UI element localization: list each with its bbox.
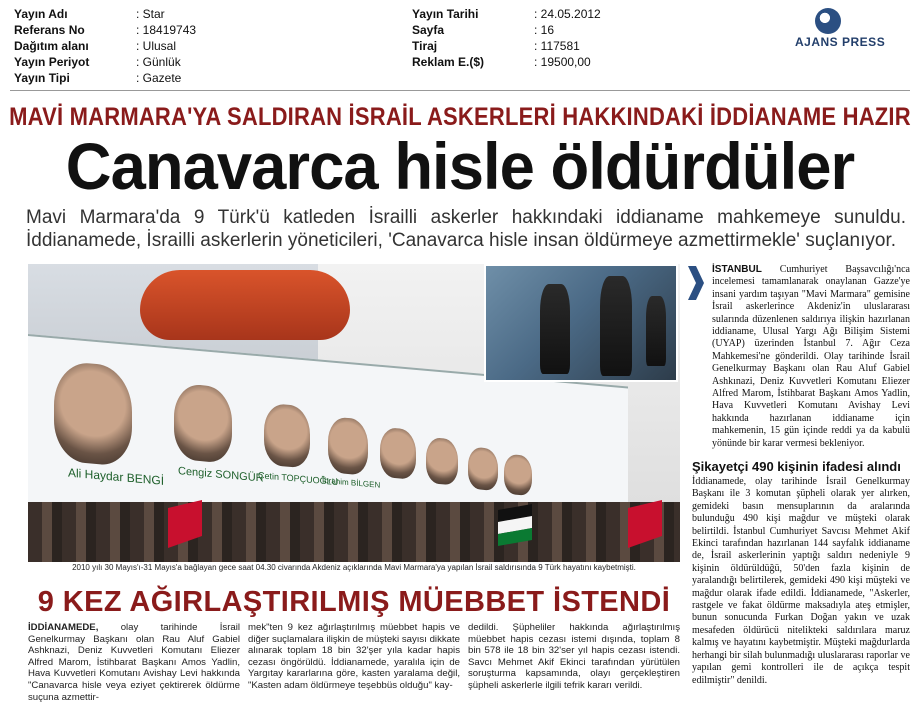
meta-row	[412, 6, 652, 22]
right-column-body-2: İddianamede, olay tarihinde İsrail Genelkurmay Başkanı ile 3 komutan şüpheli olarak yer alırken, gemideki basın mensuplarının da aralarında bulunduğu 490 kişi mağdur ve müşteki olarak belirtildi. İstanbul Cumhuriyet Savcısı Mehmet Akif Ekinci tarafından hazırlanan 144 sayfalık iddianame de, İsrail askerlerinin yaptığı saldırı nedeniyle 9 kişinin öldürüldüğü, 50'den fazla kişinin de yaralandığı belirtilerek, gemideki 490 kişi müşteki ve mağdur olarak ifade edildi. İddianamede, "Askerler, rastgele ve fakat öldürme maksadıyla ateş etmişler, bunun sonucunda Furkan Doğan yakın ve uzak mesafeden öldürücü nitelikteki saldırılara maruz kalmış ve hayatını kaybetmiştir. Müşteki mağdurlarda herhangi bir silah bulunmadığı uluslararası raporlar ve yapılan gemi kontrolleri ile de açıkça tespit edilmiştir" denildi.	[692, 476, 910, 686]
right-column-body	[712, 264, 910, 450]
meta-key: Yayın Adı	[14, 7, 68, 21]
soldier	[600, 276, 632, 376]
meta-row	[14, 70, 314, 86]
dateline: İSTANBUL	[712, 264, 762, 275]
meta-key: Yayın Periyot	[14, 55, 90, 69]
article-deck: Mavi Marmara'da 9 Türk'ü katleden İsrailli askerler hakkındaki iddianame mahkemeye sunuldu. İddianamede, İsrailli askerlerin yöneticileri, 'Canavarca hisle insan öldürmeye azmettirmekle' suçlanıyor.	[26, 207, 906, 251]
portrait	[264, 403, 310, 469]
meta-row	[412, 38, 652, 54]
portrait	[380, 427, 416, 480]
right-subhead: Şikayetçi 490 kişinin ifadesi alındı	[692, 459, 901, 474]
ajans-press-logo-icon	[815, 8, 841, 34]
right-column-text: Cumhuriyet Başsavcılığı'nca incelemesi tamamlanarak onaylanan Gazze'ye insani yardım taşıyan "Mavi Marmara" gemisine İsrail askerlerince Akdeniz'in uluslararası sularında düzenlenen saldırıya ilişkin hazırlanan iddianame, Ulusal Yargı Ağı Bilişim Sistemi (UYAP) üzerinden İstanbul 7. Ağır Ceza Mahkemesi'ne gönderildi. Olay tarihinde İsrail Genelkurmay Başkanı olan Rau Aluf Gabiel Ashkınazi, Deniz Kuvvetleri Komutanı Eliezer Alfred Marom, İstihbarat Başkanı Amos Yadlin, Hava Kuvvetleri Komutanı Avishay Levi hakkında hazırlanan iddianame için mahkemenin, 15 gün içinde reddi ya da kabulü yönünde bir karar vermesi bekleniyor.	[712, 264, 910, 449]
meta-value: : Star	[136, 7, 165, 21]
column-lead: İDDİANAMEDE,	[28, 622, 99, 633]
ajans-press-logo	[795, 8, 910, 50]
palestinian-flag	[498, 500, 532, 548]
soldier	[646, 296, 666, 366]
lifeboat	[140, 270, 350, 340]
inset-photo-soldiers	[484, 264, 678, 382]
turkish-flag	[628, 500, 662, 548]
meta-value: : 16	[534, 23, 555, 37]
portrait	[328, 416, 368, 475]
portrait	[54, 360, 132, 467]
main-headline: Canavarca hisle öldürdüler	[65, 129, 855, 203]
crowd	[28, 502, 680, 562]
banner-name: Ali Haydar BENGİ	[68, 465, 165, 488]
meta-row	[412, 54, 652, 70]
bottom-headline: 9 KEZ AĞIRLAŞTIRILMIŞ MÜEBBET İSTENDİ	[37, 586, 671, 618]
bottom-column-3: dedildi. Şüpheliler hakkında ağırlaştırılmış müebbet hapis cezası istemi dışında, toplam 8 bin 578 ile 18 bin 32'ser yıl hapis cezası istendi. Savcı Mehmet Akif Ekinci tarafından yürütülen soruşturma kapsamında, olayı gerçekleştiren şüpheli askerlerle ilgili tefrik kararı verildi.	[468, 622, 680, 691]
portrait	[174, 383, 232, 464]
meta-value: : 117581	[534, 39, 580, 53]
banner-name: İbrahim BİLGEN	[322, 475, 381, 490]
meta-key: Referans No	[14, 23, 85, 37]
metadata-left	[14, 6, 314, 90]
meta-row	[14, 54, 314, 70]
meta-value: : 24.05.2012	[534, 7, 601, 21]
column-text: olay tarihinde İsrail Genelkurmay Başkanı olan Rau Aluf Gabiel Ashknazi, Deniz Kuvvetleri Komutanı Eliezer Alfred Marom, İstihbarat Başkanı Amos Yadlin, Hava Kuvvetleri Komutanı Avishay Levi hakkında "Canavarca hisle veya eziyet çektirerek öldürme suçuna azmettir-	[28, 622, 240, 703]
meta-value: : Günlük	[136, 55, 181, 69]
meta-value: : Gazete	[136, 71, 182, 85]
meta-key: Yayın Tipi	[14, 71, 70, 85]
photo-caption: 2010 yılı 30 Mayıs'ı-31 Mayıs'a bağlayan gece saat 04.30 civarında Akdeniz açıklarında Mavi Marmara'ya yapılan İsrail saldırısında 9 Türk hayatını kaybetmişti.	[72, 563, 636, 572]
banner-name: Cengiz SONGÜR	[178, 465, 264, 485]
meta-key: Sayfa	[412, 23, 445, 37]
meta-key: Dağıtım alanı	[14, 39, 89, 53]
bottom-column-2: mek"ten 9 kez ağırlaştırılmış müebbet hapis ve diğer suçlamalara ilişkin de müşteki sayısı dikkate alınarak toplam 18 bin 32'şer yıla kadar hapis cezası öngörüldü. İddianamede, yaralıla için de Yargıtay kararlarına göre, kasten yaralama değil, "Kasten adam öldürmeye teşebbüs olduğu" kay-	[248, 622, 460, 691]
meta-row	[14, 38, 314, 54]
soldier	[540, 284, 570, 374]
meta-row	[14, 6, 314, 22]
meta-key: Yayın Tarihi	[412, 7, 479, 21]
meta-row	[412, 22, 652, 38]
bottom-column-1	[28, 622, 240, 703]
portrait	[468, 446, 498, 491]
meta-row	[14, 22, 314, 38]
meta-value: : 18419743	[136, 23, 197, 37]
kicker-headline: MAVİ MARMARA'YA SALDIRAN İSRAİL ASKERLERİ HAKKINDAKİ İDDİANAME HAZIR	[9, 102, 911, 131]
turkish-flag	[168, 500, 202, 548]
portrait	[426, 437, 458, 486]
metadata-right	[412, 6, 652, 86]
clipping-metadata	[14, 6, 654, 90]
meta-key: Reklam E.($)	[412, 55, 485, 69]
meta-key: Tiraj	[412, 39, 438, 53]
portrait	[504, 454, 532, 496]
banner-name: Çetin TOPÇUOĞLU	[258, 470, 339, 488]
chevron-right-icon	[688, 266, 704, 300]
meta-value: : Ulusal	[136, 39, 177, 53]
logo-text: AJANS PRESS	[795, 35, 886, 49]
header-divider	[10, 90, 910, 91]
meta-value: : 19500,00	[534, 55, 591, 69]
